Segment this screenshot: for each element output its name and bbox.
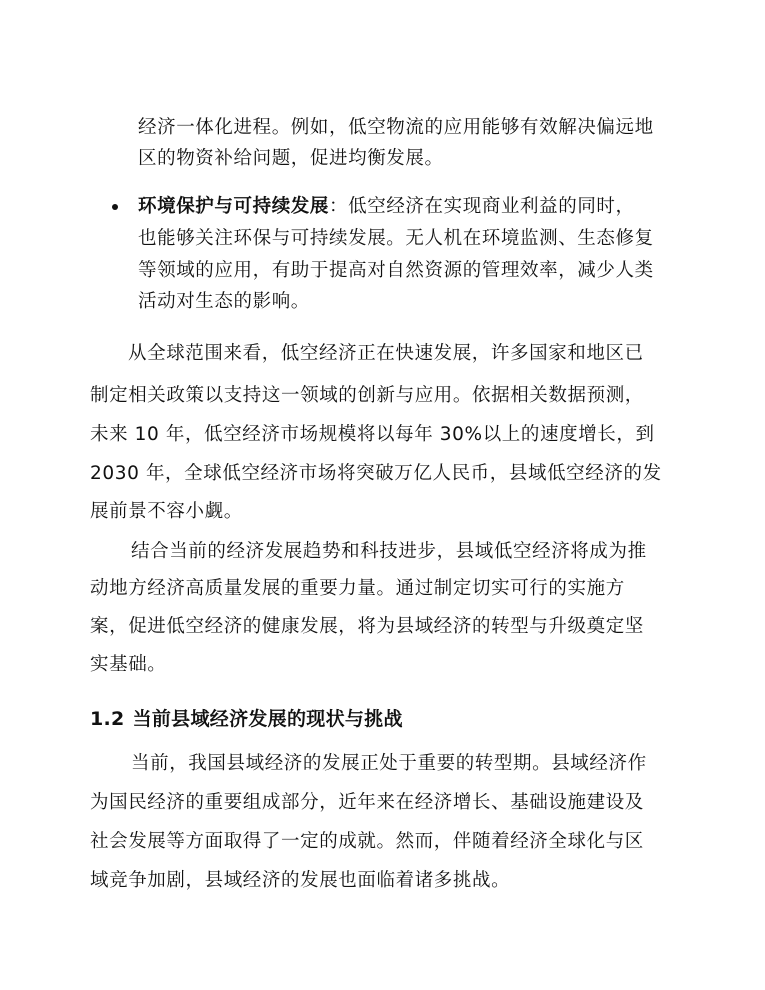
paragraph1-line-1: 从全球范围来看，低空经济正在快速发展，许多国家和地区已 [128, 343, 644, 364]
paragraph2-line-1: 结合当前的经济发展趋势和科技进步，县域低空经济将成为推 [131, 541, 647, 562]
bullet-line-2: 也能够关注环保与可持续发展。无人机在环境监测、生态修复 [138, 228, 654, 249]
paragraph3-line-1: 当前，我国县域经济的发展正处于重要的转型期。县域经济作 [131, 753, 647, 774]
paragraph1-line-5: 展前景不容小觑。 [90, 501, 243, 522]
bullet-term: 环境保护与可持续发展 [138, 196, 330, 217]
paragraph3-line-2: 为国民经济的重要组成部分，近年来在经济增长、基础设施建设及 [90, 792, 644, 813]
paragraph3-line-3: 社会发展等方面取得了一定的成就。然而，伴随着经济全球化与区 [90, 831, 644, 852]
paragraph2-line-2: 动地方经济高质量发展的重要力量。通过制定切实可行的实施方 [90, 578, 625, 599]
section-heading [90, 706, 403, 732]
bullet-dot-icon [112, 204, 118, 210]
continuation-line-2: 区的物资补给问题，促进均衡发展。 [138, 148, 444, 169]
continuation-line-1: 经济一体化进程。例如，低空物流的应用能够有效解决偏远地 [138, 117, 654, 138]
bullet-first-line-rest: ：低空经济在实现商业利益的同时， [329, 196, 635, 217]
bullet-first-line [138, 195, 635, 219]
section-title: 当前县域经济发展的现状与挑战 [132, 708, 403, 730]
paragraph2-line-3: 案，促进低空经济的健康发展，将为县域经济的转型与升级奠定坚 [90, 616, 644, 637]
paragraph3-line-4: 域竞争加剧，县域经济的发展也面临着诸多挑战。 [90, 870, 511, 891]
section-number: 1.2 [90, 708, 125, 730]
paragraph2-line-4: 实基础。 [90, 654, 167, 675]
bullet-line-3: 等领域的应用，有助于提高对自然资源的管理效率，减少人类 [138, 260, 654, 281]
paragraph1-line-3: 未来 10 年，低空经济市场规模将以每年 30%以上的速度增长，到 [90, 424, 655, 445]
paragraph1-line-4: 2030 年，全球低空经济市场将突破万亿人民币，县域低空经济的发 [90, 463, 662, 484]
paragraph1-line-2: 制定相关政策以支持这一领域的创新与应用。依据相关数据预测， [90, 385, 644, 406]
bullet-line-4: 活动对生态的影响。 [138, 291, 310, 312]
